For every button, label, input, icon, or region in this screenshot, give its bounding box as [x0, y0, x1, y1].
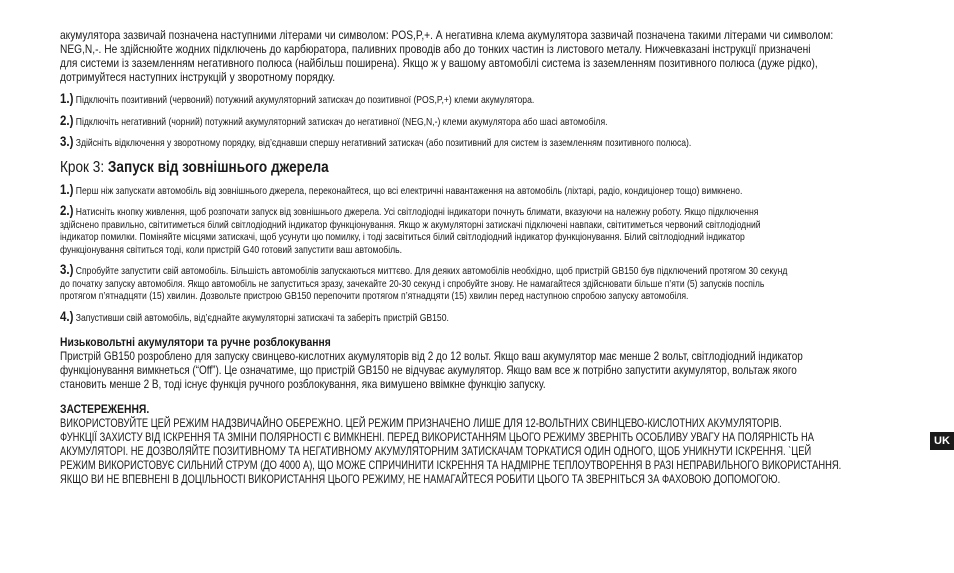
step-text: Підключіть негативний (чорний) потужний акумуляторний затискач до негативної (NEG,N,-) клеми акумулятора або шасі автомобіля.: [75, 115, 608, 128]
step-text: Спробуйте запустити свій автомобіль. Більшість автомобілів запускаються миттєво. Для деяких автомобілів необхідно, щоб пристрій GB150 був підключений протягом 30 секунд до початку запуску автомобіля. Якщо автомобіль не запуститься зразу, зачекайте 20-30 секунд і спробуйте знову. Не намагайтеся здійснювати більше п’яти (5) запусків поспіль протягом п’ятнадцяти (15) хвилин. Дозвольте пристрою GB150 перепочити протягом п’ятнадцяти (15) хвилин перед наступною спробою запуску автомобіля.: [60, 265, 788, 302]
step-number: 3.): [60, 133, 74, 149]
section-heading: [60, 158, 460, 177]
list-item: [60, 135, 954, 150]
step-number: 1.): [60, 180, 74, 197]
document-page: [60, 28, 922, 486]
list-item: [60, 263, 954, 303]
intro-paragraph: акумулятора зазвичай позначена наступними літерами чи символом: POS,P,+. А негативна клема акумулятора зазвичай позначена такими літерами чи символом: NEG,N,-. Не здійснюйте жодних підключень до карбюратора, паливних проводів або до тонких частин із листового металу. Нижчевказані інструкції призначені для системи із заземленням негативного полюса (найбільш поширена). Якщо ж у вашому автомобілі система із заземленням позитивного полюса (дуже рідко), дотримуйтеся наступних інструкцій у зворотному порядку.: [60, 28, 834, 84]
connection-steps: [60, 92, 922, 150]
list-item: [60, 180, 954, 198]
language-tab: UK: [930, 432, 954, 450]
list-item: [60, 204, 954, 256]
step-number: 1.): [60, 90, 74, 106]
step-text: Здійсніть відключення у зворотному порядку, від’єднавши спершу негативний затискач (або позитивний для систем із заземленням позитивного полюса).: [75, 137, 692, 149]
step-number: 2.): [60, 111, 74, 128]
low-voltage-title: Низьковольтні акумулятори та ручне розблокування: [60, 335, 331, 349]
step-number: 4.): [60, 307, 74, 324]
warning-title: ЗАСТЕРЕЖЕННЯ.: [60, 402, 150, 416]
list-item: [60, 92, 954, 107]
step-text: Перш ніж запускати автомобіль від зовнішнього джерела, переконайтеся, що всі електричні навантаження на автомобіль (ліхтарі, радіо, кондиціонер тощо) вимкнено.: [75, 184, 743, 197]
step-number: 2.): [60, 202, 74, 218]
warning-body: ВИКОРИСТОВУЙТЕ ЦЕЙ РЕЖИМ НАДЗВИЧАЙНО ОБЕРЕЖНО. ЦЕЙ РЕЖИМ ПРИЗНАЧЕНО ЛИШЕ ДЛЯ 12-ВОЛЬТНИХ СВИНЦЕВО-КИСЛОТНИХ АКУМУЛЯТОРІВ. ФУНКЦІЇ ЗАХИСТУ ВІД ІСКРЕННЯ ТА ЗМІНИ ПОЛЯРНОСТІ Є ВИМКНЕНІ. ПЕРЕД ВИКОРИСТАННЯМ ЦЬОГО РЕЖИМУ ЗВЕРНІТЬ ОСОБЛИВУ УВАГУ НА ПОЛЯРНІСТЬ НА АКУМУЛЯТОРІ. НЕ ДОЗВОЛЯЙТЕ ПОЗИТИВНОМУ ТА НЕГАТИВНОМУ АКУМУЛЯТОРНИМ ЗАТИСКАЧАМ ТОРКАТИСЯ ОДИН ОДНОГО, ЩОБ УНИКНУТИ ІСКРЕННЯ. `ЦЕЙ РЕЖИМ ВИКОРИСТОВУЄ СИЛЬНИЙ СТРУМ (ДО 4000 А), ЩО МОЖЕ СПРИЧИНИТИ ІСКРЕННЯ ТА НАДМІРНЕ ТЕПЛОУТВОРЕННЯ В РАЗІ НЕПРАВИЛЬНОГО ВИКОРИСТАННЯ. ЯКЩО ВИ НЕ ВПЕВНЕНІ В ДОЦІЛЬНОСТІ ВИКОРИСТАННЯ ЦЬОГО РЕЖИМУ, НЕ НАМАГАЙТЕСЯ РОБИТИ ЦЬОГО ТА ЗВЕРНІТЬСЯ ЗА ФАХОВОЮ ДОПОМОГОЮ.: [60, 416, 842, 486]
step-text: Натисніть кнопку живлення, щоб розпочати запуск від зовнішнього джерела. Усі світлодіодні індикатори почнуть блимати, вказуючи на належну роботу. Якщо підключення здійснено правильно, світитиметься білий світлодіодний індикатор функціонування. Якщо ж акумуляторні затискачі підключені навпаки, світитиметься червоний світлодіодний індикатор помилки. Поміняйте місцями затискачі, щоб усунути цю помилку, і тоді засвітиться білий світлодіодний індикатор функціонування. Білий світлодіодний індикатор функціонування світиться тоді, коли пристрій G40 готовий запустити ваш автомобіль.: [60, 206, 761, 256]
list-item: [60, 111, 954, 129]
start-steps: [60, 180, 922, 325]
low-voltage-body: Пристрій GB150 розроблено для запуску свинцево-кислотних акумуляторів від 2 до 12 вольт. Якщо ваш акумулятор має менше 2 вольт, світлодіодний індикатор функціонування вимкнеться (“Off”). Це означатиме, що пристрій GB150 не відчуває акумулятор. Якщо вам все ж потрібно запустити акумулятор, вольтаж якого становить менше 2 В, тоді існує функція ручного розблокування, яка вимушено ввімкне функцію запуску.: [60, 349, 803, 391]
heading-title: Запуск від зовнішнього джерела: [107, 158, 329, 176]
step-text: Підключіть позитивний (червоний) потужний акумуляторний затискач до позитивної (POS,P,+) клеми акумулятора.: [75, 94, 535, 106]
heading-prefix: Крок 3:: [60, 158, 108, 176]
step-text: Запустивши свій автомобіль, від’єднайте акумуляторні затискачі та заберіть пристрій GB150.: [75, 311, 449, 324]
step-number: 3.): [60, 261, 74, 277]
list-item: [60, 307, 954, 325]
